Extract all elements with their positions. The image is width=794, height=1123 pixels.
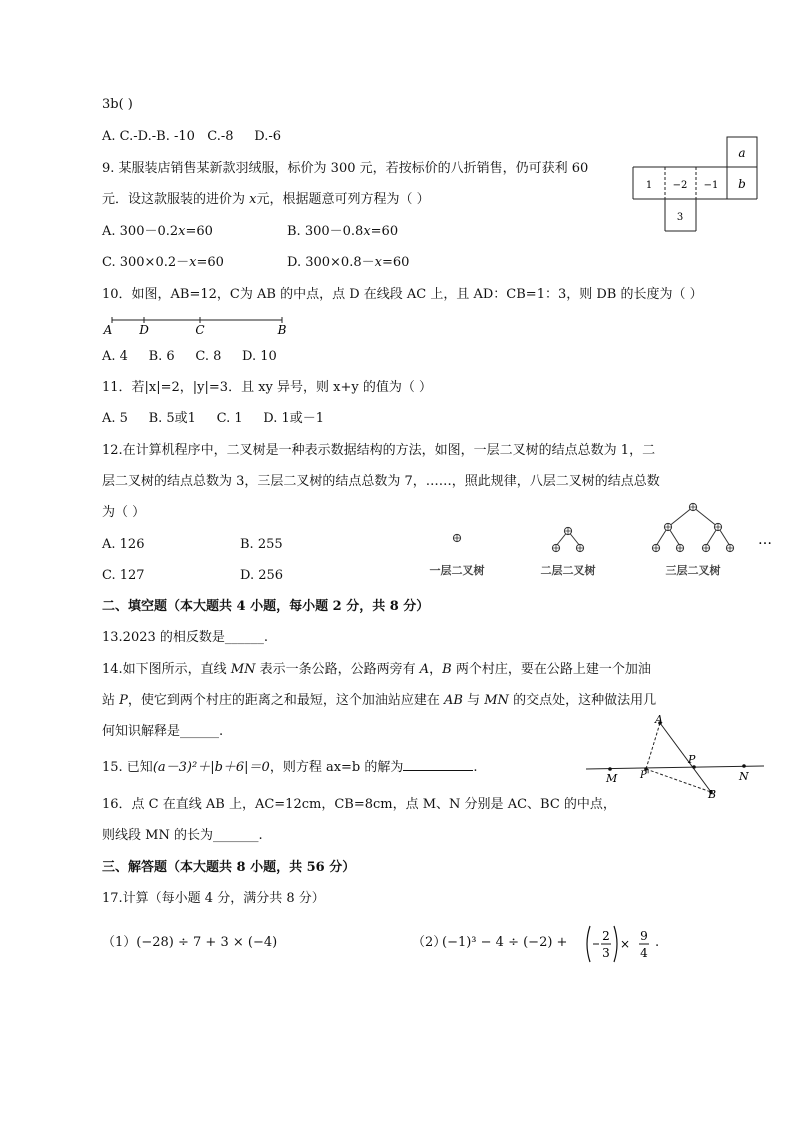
q12-option-a: A. 126 xyxy=(102,537,145,552)
q17-frac2-num: 9 xyxy=(640,929,648,943)
q14-line3: 何知识解释是______. xyxy=(102,724,224,739)
net-cell-neg1: −1 xyxy=(703,180,719,191)
times-sign: × xyxy=(619,937,631,951)
tree-label-1: 一层二叉树 xyxy=(429,564,485,577)
tree-label-3: 三层二叉树 xyxy=(665,564,721,577)
q11-text: 11．若|x|=2，|y|=3．且 xy 异号，则 x+y 的值为（ ） xyxy=(102,380,432,395)
net-cell-3: 3 xyxy=(676,212,684,223)
tree-label-2: 二层二叉树 xyxy=(540,564,596,577)
q9-line2b: 元，根据题意可列方程为（ ） xyxy=(256,192,430,207)
q17-part2-expression: (−1)³ − 4 ÷ (−2) + xyxy=(442,935,568,950)
q15-line: 15. 已知(a－3)²＋|b＋6|＝0，则方程 ax=b 的解为 . xyxy=(102,760,478,775)
q8-options: A. C.-D.-B. -10 C.-8 D.-6 xyxy=(102,129,281,144)
q17-frac1-num: 2 xyxy=(602,929,610,943)
q10-options: A. 4 B. 6 C. 8 D. 10 xyxy=(102,349,277,364)
q14-fig-a: A xyxy=(655,713,663,726)
q16-line2: 则线段 MN 的长为_______. xyxy=(102,828,263,843)
q9-option-a: A. 300－0.2x=60 xyxy=(102,224,213,239)
q12-line2: 层二叉树的结点总数为 3，三层二叉树的结点总数为 7，……，照此规律，八层二叉树的结点总数 xyxy=(102,474,660,489)
q10-segment-figure xyxy=(100,312,300,338)
q10-text: 10．如图，AB=12，C为 AB 的中点，点 D 在线段 AC 上，且 AD：CB=1：3，则 DB 的长度为（ ） xyxy=(102,287,703,302)
q12-line3: 为（ ） xyxy=(102,505,146,520)
tree-nodes xyxy=(453,503,733,551)
q12-option-c: C. 127 xyxy=(102,568,145,583)
q14-line2: 站 P，使它到两个村庄的距离之和最短，这个加油站应建在 AB 与 MN 的交点处，这种做法用几 xyxy=(102,693,657,708)
q10-point-b: B xyxy=(277,323,287,337)
q9-var: x xyxy=(249,192,257,207)
q17-frac1-den: 3 xyxy=(602,946,610,960)
q9-line2a: 元．设这款服装的进价为 xyxy=(102,192,250,207)
tree-ellipsis: … xyxy=(758,532,772,548)
q12-line1: 12.在计算机程序中，二叉树是一种表示数据结构的方法，如图，一层二叉树的结点总数为 1，二 xyxy=(102,443,656,458)
q17-fraction-group xyxy=(584,924,636,964)
q9-line1: 9. 某服装店销售某新款羽绒服，标价为 300 元，若按标价的八折销售，仍可获利 60 xyxy=(102,161,589,176)
q12-option-d: D. 256 xyxy=(240,568,284,583)
q17-text: 17.计算（每小题 4 分，满分共 8 分） xyxy=(102,891,325,906)
q9-line2 xyxy=(102,192,430,208)
q14-fig-n: N xyxy=(739,770,749,783)
net-cell-neg2: −2 xyxy=(672,180,688,191)
q15-expression: (a－3)²＋|b＋6|＝0 xyxy=(152,760,270,775)
section-2-heading: 二、填空题（本大题共 4 小题，每小题 2 分，共 8 分） xyxy=(102,599,430,614)
binary-tree-figure xyxy=(420,498,780,582)
q14-fig-p: P xyxy=(688,753,696,766)
q17-part1-expression: (−28) ÷ 7 + 3 × (−4) xyxy=(136,935,278,950)
q10-point-a: A xyxy=(103,323,113,337)
q9-option-c: C. 300×0.2－x=60 xyxy=(102,255,224,270)
q12-option-b: B. 255 xyxy=(240,537,283,552)
cube-net-figure xyxy=(630,134,762,236)
q17-frac2-den: 4 xyxy=(640,946,648,960)
net-cell-1: 1 xyxy=(645,180,653,191)
q11-options: A. 5 B. 5或1 C. 1 D. 1或－1 xyxy=(102,411,325,426)
q14-line1: 14.如下图所示，直线 MN 表示一条公路，公路两旁有 A，B 两个村庄，要在公路上建一个加油 xyxy=(102,662,651,677)
q10-point-c: C xyxy=(195,323,205,337)
q10-point-d: D xyxy=(139,323,149,337)
q14-fig-b: B xyxy=(708,788,717,801)
q14-fig-m: M xyxy=(606,772,618,785)
q14-fig-p-prime: P' xyxy=(640,770,650,781)
q14-road-figure xyxy=(582,712,770,804)
q17-fraction-2 xyxy=(636,924,656,964)
q8-tail: 3b( ) xyxy=(102,97,133,112)
q13-text: 13.2023 的相反数是______. xyxy=(102,630,269,645)
net-cell-b: b xyxy=(738,177,746,191)
net-cell-a: a xyxy=(738,146,746,160)
q9-option-b: B. 300－0.8x=60 xyxy=(287,224,399,239)
section-3-heading: 三、解答题（本大题共 8 小题，共 56 分） xyxy=(102,860,356,875)
q17-part1: （1）(−28) ÷ 7 + 3 × (−4) xyxy=(102,935,278,950)
q9-option-d: D. 300×0.8－x=60 xyxy=(287,255,410,270)
q15-answer-blank xyxy=(403,758,473,771)
q16-line1: 16．点 C 在直线 AB 上，AC=12cm，CB=8cm，点 M、N 分别是 AC、BC 的中点， xyxy=(102,797,616,812)
